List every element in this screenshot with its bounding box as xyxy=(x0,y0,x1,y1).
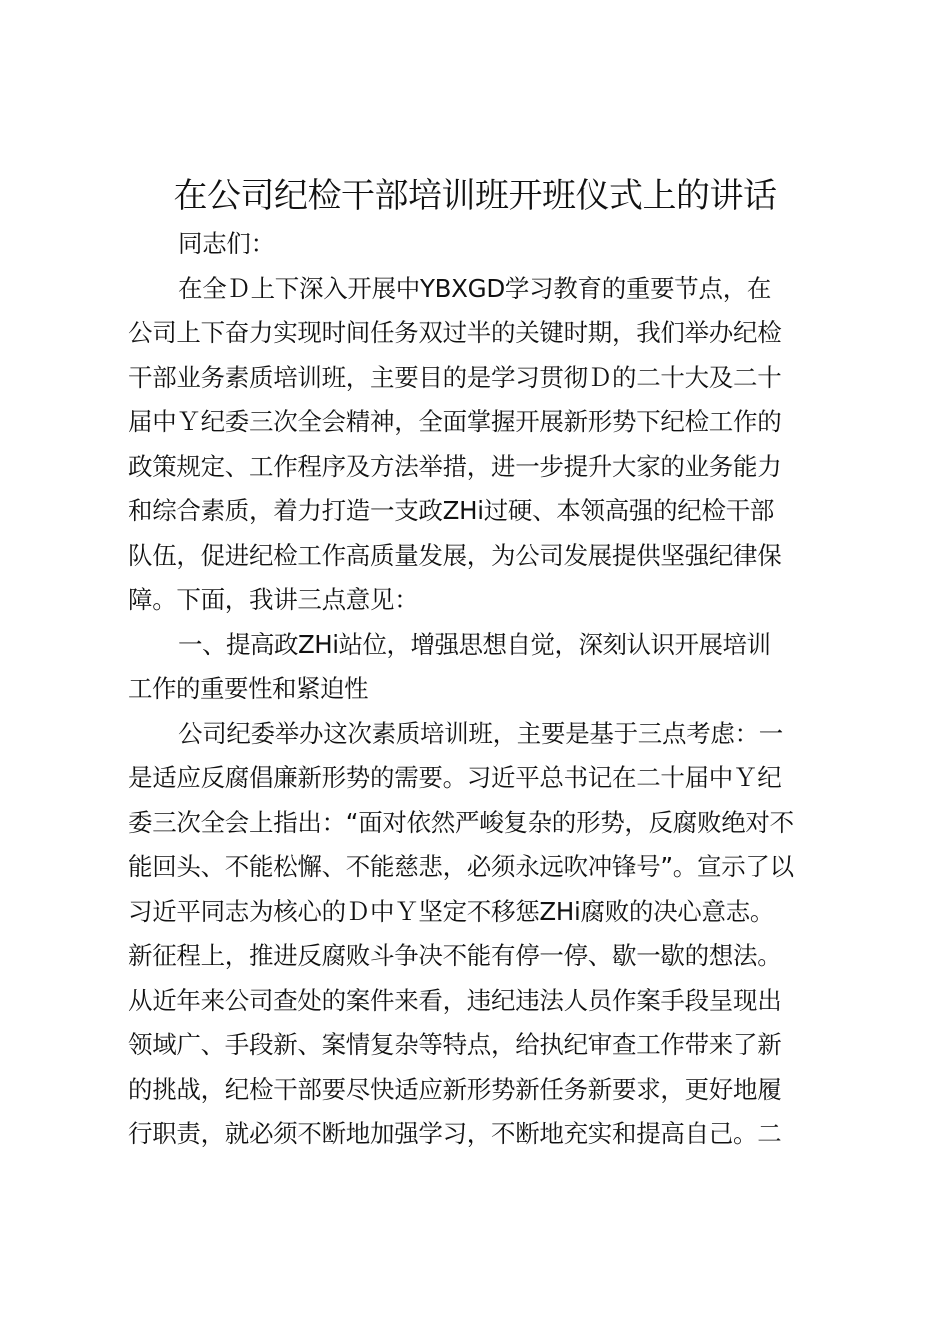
intro-paragraph xyxy=(128,267,828,623)
text-line: 行职责，就必须不断地加强学习，不断地充实和提高自己。二 xyxy=(128,1119,782,1148)
text-line: 干部业务素质培训班，主要目的是学习贯彻Ｄ的二十大及二十 xyxy=(128,362,782,392)
text-line: 队伍，促进纪检工作高质量发展，为公司发展提供坚强纪律保 xyxy=(128,540,782,570)
document-body xyxy=(128,222,828,1157)
section-1-body xyxy=(128,712,828,1157)
text-line: 的挑战，纪检干部要尽快适应新形势新任务新要求，更好地履 xyxy=(128,1074,782,1104)
text-line: 同志们： xyxy=(178,229,275,258)
text-line: 和综合素质，着力打造一支政ZHi过硬、本领高强的纪检干部 xyxy=(128,496,775,525)
text-line: 政策规定、工作程序及方法举措，进一步提升大家的业务能力 xyxy=(128,451,782,481)
heading-line: 工作的重要性和紧迫性 xyxy=(128,674,368,703)
text-line: 新征程上，推进反腐败斗争决不能有停一停、歇一歇的想法。 xyxy=(128,941,782,970)
text-line: 习近平同志为核心的Ｄ中Ｙ坚定不移惩ZHi腐败的决心意志。 xyxy=(128,896,775,926)
text-line: 是适应反腐倡廉新形势的需要。习近平总书记在二十届中Ｙ纪 xyxy=(128,763,782,792)
document-title: 在公司纪检干部培训班开班仪式上的讲话 xyxy=(173,176,777,216)
text-line: 委三次全会上指出：“面对依然严峻复杂的形势，反腐败绝对不 xyxy=(128,807,794,837)
greeting-paragraph xyxy=(128,222,828,267)
text-line: 公司纪委举办这次素质培训班，主要是基于三点考虑：一 xyxy=(178,718,783,748)
text-line: 公司上下奋力实现时间任务双过半的关键时期，我们举办纪检 xyxy=(128,318,782,347)
text-line: 能回头、不能松懈、不能慈悲，必须永远吹冲锋号”。宣示了以 xyxy=(128,852,794,881)
section-1-heading xyxy=(128,623,828,712)
text-line: 从近年来公司查处的案件来看，违纪违法人员作案手段呈现出 xyxy=(128,985,782,1015)
text-line: 领域广、手段新、案情复杂等特点，给执纪审查工作带来了新 xyxy=(128,1030,782,1059)
text-line: 届中Ｙ纪委三次全会精神，全面掌握开展新形势下纪检工作的 xyxy=(128,407,782,436)
text-line: 障。下面，我讲三点意见： xyxy=(128,585,419,614)
text-line: 在全Ｄ上下深入开展中YBXGD学习教育的重要节点，在 xyxy=(178,273,772,303)
heading-line: 一、提高政ZHi站位，增强思想自觉，深刻认识开展培训 xyxy=(178,629,771,659)
